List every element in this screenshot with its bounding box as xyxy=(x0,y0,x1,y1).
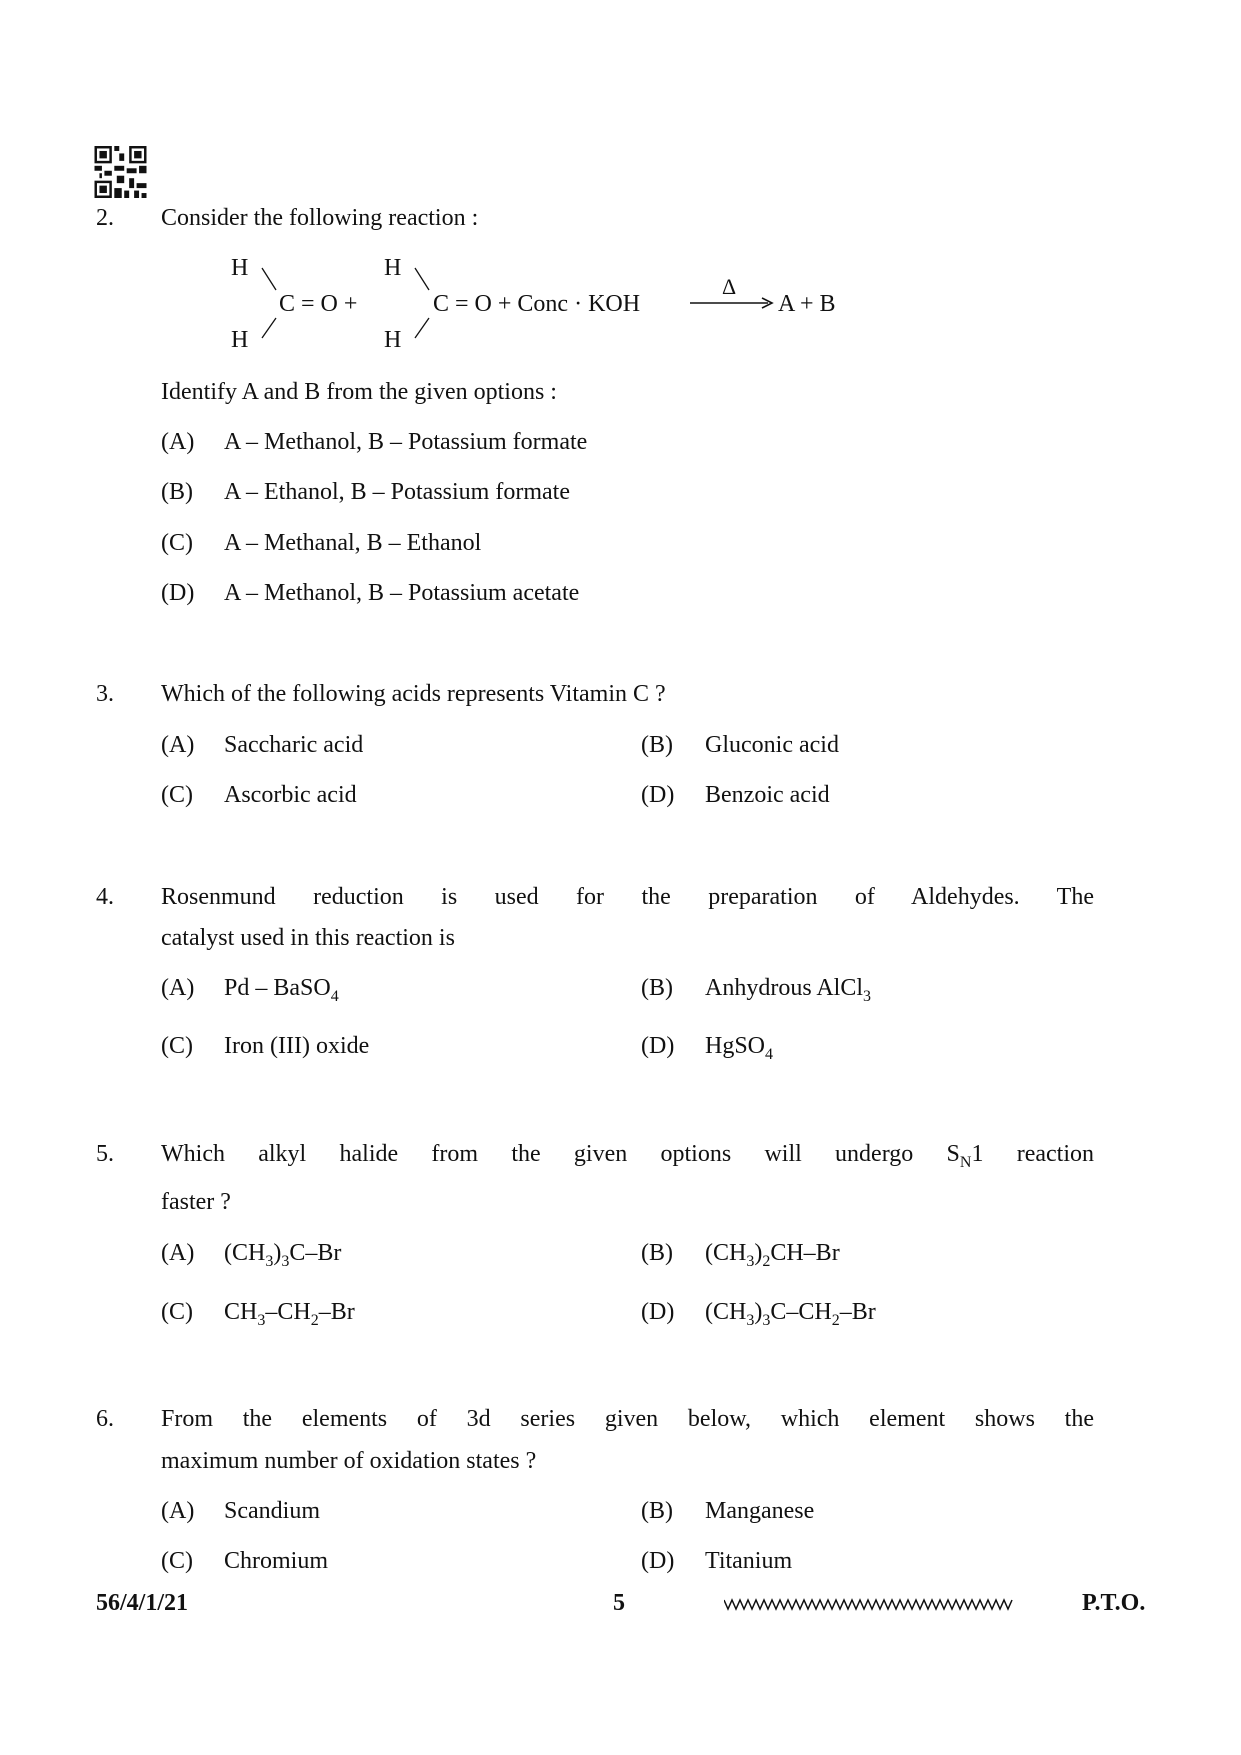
option-formula: $CH_3-CH_2-Br$ xyxy=(224,1299,355,1329)
hydrogen-atom: H xyxy=(384,255,402,281)
option-label: (C) xyxy=(161,530,193,556)
option-label: (C) xyxy=(161,1033,193,1059)
option-label: (B) xyxy=(641,1498,673,1524)
delta-symbol: Δ xyxy=(722,274,737,299)
option-label: (A) xyxy=(161,975,195,1001)
option-text: Manganese xyxy=(705,1498,815,1524)
option-formula: $(CH_3)_2CH-Br$ xyxy=(705,1240,840,1270)
question-text: Which of the following acids represents Vitamin C ? xyxy=(161,681,666,707)
question-number: 2. xyxy=(96,205,114,231)
question-text-line1: Which alkyl halide from the given options will undergo $S_N1$ reaction xyxy=(161,1141,1094,1171)
page-number: 5 xyxy=(613,1590,625,1616)
question-number: 6. xyxy=(96,1406,114,1432)
option-label: (D) xyxy=(641,1033,675,1059)
products: A + B xyxy=(778,291,836,317)
option-label: (D) xyxy=(641,1548,675,1574)
hydrogen-atom: H xyxy=(231,255,249,281)
carbonyl-group: C = O + xyxy=(279,291,358,317)
option-label: (C) xyxy=(161,1299,193,1325)
bond-line xyxy=(262,268,276,290)
option-text: Saccharic acid xyxy=(224,732,364,758)
bond-lines xyxy=(0,0,1241,400)
bond-line xyxy=(415,318,429,338)
option-label: (B) xyxy=(161,479,193,505)
option-formula: $(CH_3)_3C-Br$ xyxy=(224,1240,342,1270)
bond-line xyxy=(415,268,429,290)
question-number: 5. xyxy=(96,1141,114,1167)
option-text: Pd – BaSO$_4$ xyxy=(224,975,339,1005)
option-formula: $(CH_3)_3C-CH_2-Br$ xyxy=(705,1299,876,1329)
question-text: Consider the following reaction : xyxy=(161,205,479,231)
question-prompt: Identify A and B from the given options : xyxy=(161,379,557,405)
option-label: (D) xyxy=(161,580,195,606)
option-label: (A) xyxy=(161,732,195,758)
question-number: 3. xyxy=(96,681,114,707)
option-label: (B) xyxy=(641,1240,673,1266)
bond-line xyxy=(262,318,276,338)
option-text: Iron (III) oxide xyxy=(224,1033,370,1059)
option-text: Scandium xyxy=(224,1498,320,1524)
option-text: A – Methanol, B – Potassium acetate xyxy=(224,580,580,606)
question-text-line1: From the elements of 3d series given below, which element shows the xyxy=(161,1406,1094,1432)
option-label: (D) xyxy=(641,782,675,808)
qr-code xyxy=(94,146,147,198)
question-text-line2: faster ? xyxy=(161,1189,231,1215)
hydrogen-atom: H xyxy=(384,327,402,353)
option-text: A – Methanal, B – Ethanol xyxy=(224,530,482,556)
option-label: (A) xyxy=(161,1240,195,1266)
option-label: (A) xyxy=(161,1498,195,1524)
option-label: (C) xyxy=(161,782,193,808)
option-label: (A) xyxy=(161,429,195,455)
option-text: Gluconic acid xyxy=(705,732,839,758)
option-label: (C) xyxy=(161,1548,193,1574)
pto-label: P.T.O. xyxy=(1082,1590,1146,1616)
option-text: Ascorbic acid xyxy=(224,782,357,808)
option-text: A – Ethanol, B – Potassium formate xyxy=(224,479,570,505)
option-label: (D) xyxy=(641,1299,675,1325)
question-text-line1: Rosenmund reduction is used for the preparation of Aldehydes. The xyxy=(161,884,1094,910)
question-number: 4. xyxy=(96,884,114,910)
carbonyl-koh: C = O + Conc · KOH xyxy=(433,291,641,317)
option-text: HgSO$_4$ xyxy=(705,1033,774,1063)
option-text: Chromium xyxy=(224,1548,329,1574)
wavy-line-decoration xyxy=(724,1597,1014,1611)
option-text: Titanium xyxy=(705,1548,793,1574)
paper-code: 56/4/1/21 xyxy=(96,1590,189,1616)
arrow-head xyxy=(762,298,772,308)
question-text-line2: maximum number of oxidation states ? xyxy=(161,1448,537,1474)
option-label: (B) xyxy=(641,975,673,1001)
option-label: (B) xyxy=(641,732,673,758)
hydrogen-atom: H xyxy=(231,327,249,353)
question-text-line2: catalyst used in this reaction is xyxy=(161,925,455,951)
option-text: Anhydrous AlCl$_3$ xyxy=(705,975,872,1005)
option-text: A – Methanol, B – Potassium formate xyxy=(224,429,588,455)
option-text: Benzoic acid xyxy=(705,782,830,808)
